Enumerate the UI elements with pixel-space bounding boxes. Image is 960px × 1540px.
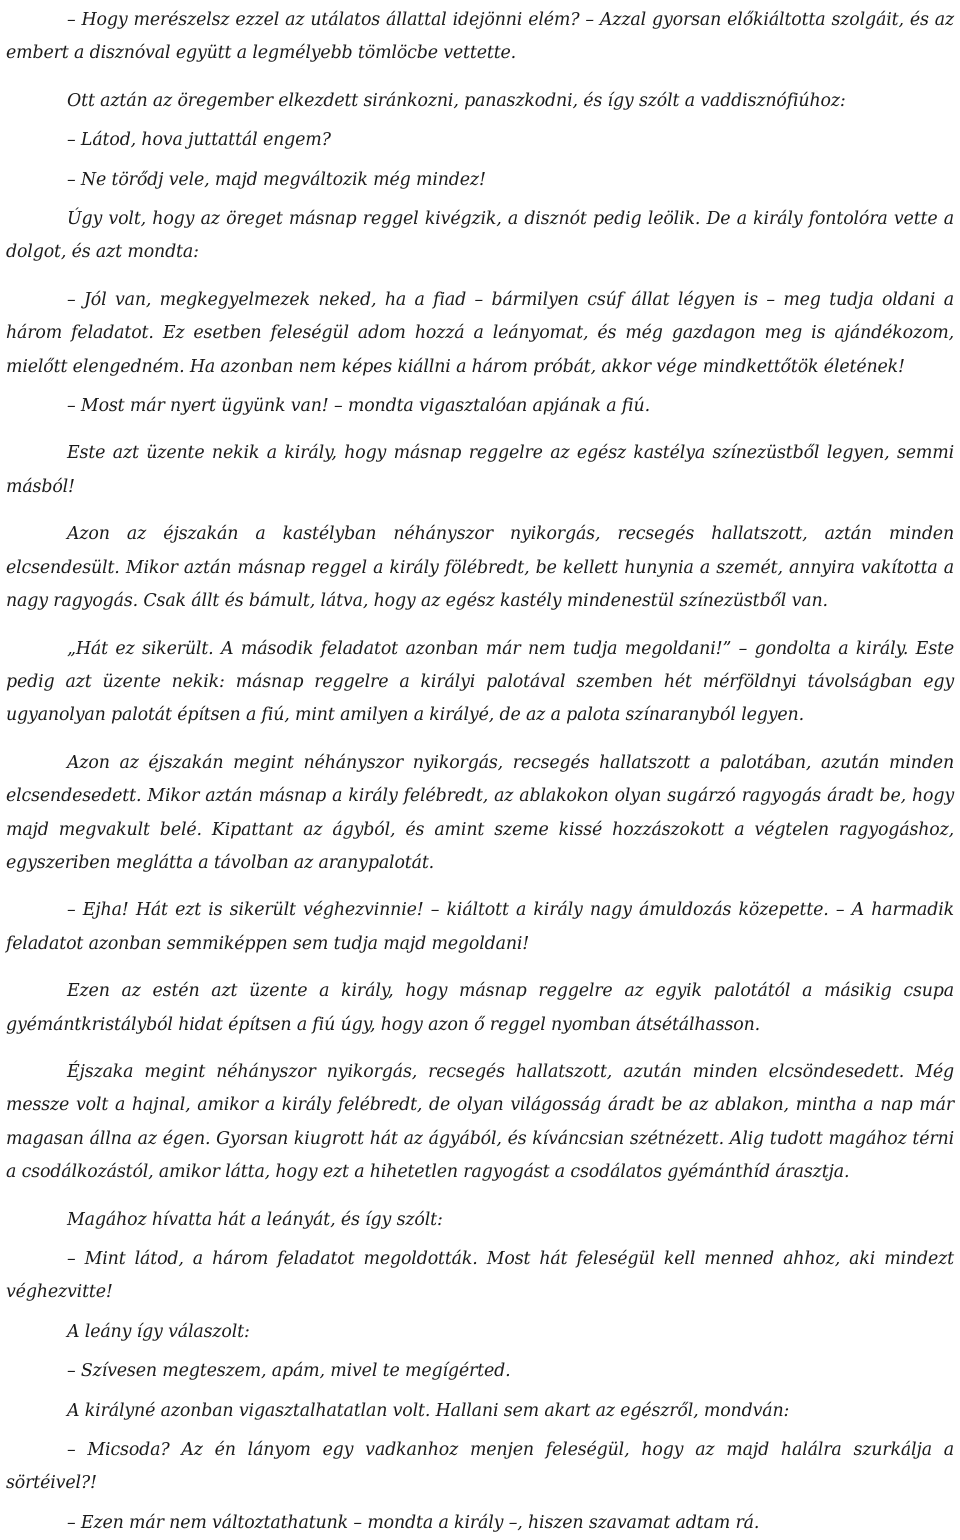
paragraph-15: Magához hívatta hát a leányát, és így szólt: (67, 1209, 443, 1230)
paragraph-2: Ott aztán az öregember elkezdett siránkozni, panaszkodni, és így szólt a vaddisznófiúhoz: (67, 90, 846, 111)
paragraph-20: – Micsoda? Az én lányom egy vadkanhoz menjen feleségül, hogy az majd halálra szurkálja a sörtéivel?! (6, 1440, 954, 1494)
paragraph-12: – Ejha! Hát ezt is sikerült véghezvinnie! – kiáltott a király nagy ámuldozás közepette. – A harmadik feladatot azonban semmiképpen sem tudja majd megoldani! (6, 900, 954, 954)
paragraph-3: – Látod, hova juttattál engem? (67, 130, 331, 151)
paragraph-1: – Hogy merészelsz ezzel az utálatos állattal idejönni elém? – Azzal gyorsan előkiáltotta szolgáit, és az embert a disznóval együtt a legmélyebb tömlöcbe vettette. (6, 10, 954, 64)
paragraph-11: Azon az éjszakán megint néhányszor nyikorgás, recsegés hallatszott a palotában, azután minden elcsendesedett. Mikor aztán másnap a király felébredt, az ablakokon olyan sugárzó ragyogás áradt be, hogy majd megvakult belé. Kipattant az ágyból, és amint szeme kissé hozzászokott a végtelen ragyogáshoz, egyszeriben meglátta a távolban az aranypalotát. (6, 752, 954, 873)
paragraph-6: – Jól van, megkegyelmezek neked, ha a fiad – bármilyen csúf állat légyen is – meg tudja oldani a három feladatot. Ez esetben feleségül adom hozzá a leányomat, és még gazdagon meg is ajándékozom, mielőtt elengedném. Ha azonban nem képes kiállni a három próbát, akkor vége mindkettőtök életének! (6, 289, 954, 377)
paragraph-9: Azon az éjszakán a kastélyban néhányszor nyikorgás, recsegés hallatszott, aztán minden elcsendesült. Mikor aztán másnap reggel a király fölébredt, be kellett hunynia a szemét, annyira vakította a nagy ragyogás. Csak állt és bámult, látva, hogy az egész kastély mindenestül színezüstből van. (6, 524, 954, 612)
paragraph-16: – Mint látod, a három feladatot megoldották. Most hát feleségül kell menned ahhoz, aki mindezt véghezvitte! (6, 1249, 954, 1303)
paragraph-10: „Hát ez sikerült. A második feladatot azonban már nem tudja megoldani!” – gondolta a király. Este pedig azt üzente nekik: másnap reggelre a királyi palotával szemben hét mérföldnyi távolságban egy ugyanolyan palotát építsen a fiú, mint amilyen a királyé, de az a palota színaranyból legyen. (6, 638, 954, 726)
paragraph-5: Úgy volt, hogy az öreget másnap reggel kivégzik, a disznót pedig leölik. De a király fontolóra vette a dolgot, és azt mondta: (6, 209, 954, 263)
paragraph-17: A leány így válaszolt: (67, 1321, 250, 1342)
paragraph-19: A királyné azonban vigasztalhatatlan volt. Hallani sem akart az egészről, mondván: (67, 1400, 790, 1421)
paragraph-7: – Most már nyert ügyünk van! – mondta vigasztalóan apjának a fiú. (67, 396, 650, 417)
document-page (6, 4, 954, 1540)
paragraph-4: – Ne törődj vele, majd megváltozik még mindez! (67, 169, 486, 190)
paragraph-13: Ezen az estén azt üzente a király, hogy másnap reggelre az egyik palotától a másikig csupa gyémántkristályból hidat építsen a fiú úgy, hogy azon ő reggel nyomban átsétálhasson. (6, 981, 954, 1035)
paragraph-8: Este azt üzente nekik a király, hogy másnap reggelre az egész kastélya színezüstből legyen, semmi másból! (6, 443, 954, 497)
paragraph-18: – Szívesen megteszem, apám, mivel te megígérted. (67, 1361, 511, 1382)
paragraph-21: – Ezen már nem változtathatunk – mondta a király –, hiszen szavamat adtam rá. (67, 1512, 760, 1533)
paragraph-14: Éjszaka megint néhányszor nyikorgás, recsegés hallatszott, azután minden elcsöndesedett. Még messze volt a hajnal, amikor a király felébredt, de olyan világosság áradt be az ablakon, mintha a nap már magasan állna az égen. Gyorsan kiugrott hát az ágyából, és kíváncsian szétnézett. Alig tudott magához térni a csodálkozástól, amikor látta, hogy ezt a hihetetlen ragyogást a csodálatos gyémánthíd árasztja. (6, 1061, 954, 1183)
